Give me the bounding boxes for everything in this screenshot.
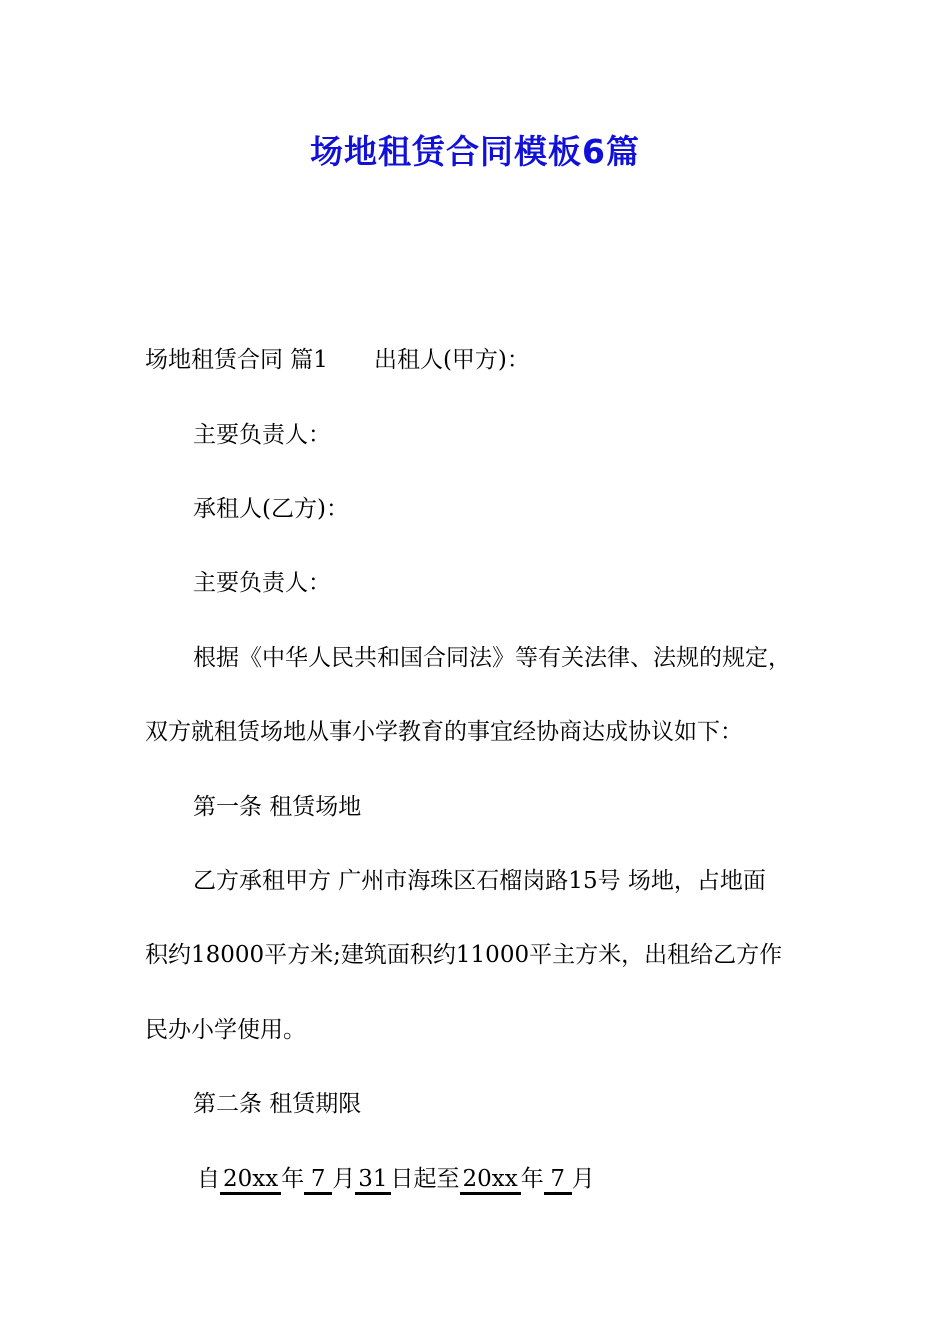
year-label: 年 xyxy=(281,1166,305,1192)
document-title: 场地租赁合同模板6篇 xyxy=(310,132,640,171)
lessee-principal-line: 主要负责人： xyxy=(193,570,331,596)
lessee-line: 承租人(乙方)： xyxy=(193,496,349,522)
month-label: 月 xyxy=(332,1166,356,1192)
article-1-heading: 第一条 租赁场地 xyxy=(193,794,362,820)
day-label: 日起至 xyxy=(390,1166,460,1192)
article-1-text-line-3: 民办小学使用。 xyxy=(145,1017,306,1043)
end-month-field: 7 xyxy=(544,1166,572,1195)
end-year-label: 年 xyxy=(520,1166,544,1192)
contract-section-label: 场地租赁合同 篇1 xyxy=(145,347,328,373)
lessor-principal-line: 主要负责人： xyxy=(193,422,331,448)
start-month-field: 7 xyxy=(304,1166,332,1195)
date-prefix: 自 xyxy=(197,1166,220,1192)
start-day-field: 31 xyxy=(355,1166,390,1195)
lease-period-line xyxy=(197,1164,595,1195)
end-month-label: 月 xyxy=(571,1166,595,1192)
preamble-line-1: 根据《中华人民共和国合同法》等有关法律、法规的规定， xyxy=(193,645,791,671)
article-1-text-line-1: 乙方承租甲方 广州市海珠区石榴岗路15号 场地，占地面 xyxy=(193,868,766,894)
lessor-label: 出租人(甲方)： xyxy=(373,347,530,373)
start-year-field: 20xx xyxy=(220,1166,281,1195)
article-1-text-line-2: 积约18000平方米;建筑面积约11000平主方米，出租给乙方作 xyxy=(145,942,783,968)
preamble-line-2: 双方就租赁场地从事小学教育的事宜经协商达成协议如下： xyxy=(145,719,743,745)
end-year-field: 20xx xyxy=(460,1166,521,1195)
paragraph-heading-line xyxy=(145,345,530,375)
article-2-heading: 第二条 租赁期限 xyxy=(193,1091,362,1117)
